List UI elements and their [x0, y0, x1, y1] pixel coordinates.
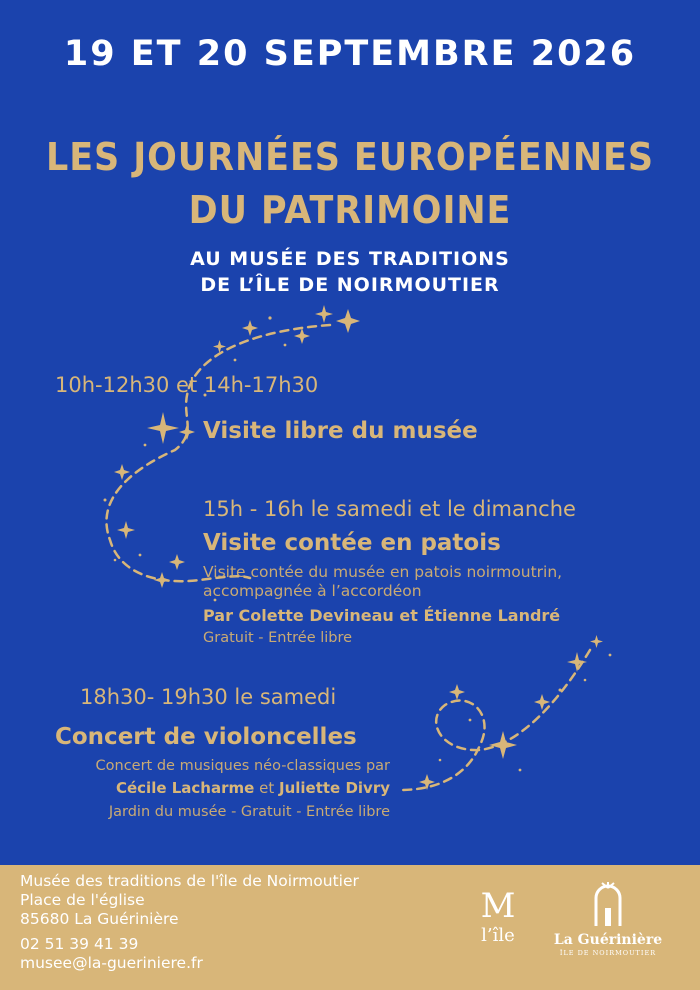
event3-info: Jardin du musée - Gratuit - Entrée libre [108, 804, 390, 820]
event2-desc-line2: accompagnée à l’accordéon [203, 582, 422, 600]
event3-performers [45, 779, 390, 797]
event1-time: 10h-12h30 et 14h-17h30 [55, 373, 319, 397]
event3-title: Concert de violoncelles [55, 724, 357, 750]
footer-contact [20, 935, 203, 973]
footer-address [20, 872, 359, 929]
event2-performers: Par Colette Devineau et Étienne Landré [203, 606, 561, 625]
museum-logo-text: l’île [481, 925, 515, 946]
poster-title-line2: DU PATRIMOINE [188, 188, 512, 232]
event3-desc: Concert de musiques néo-classiques par [95, 758, 390, 774]
address-line3: 85680 La Guérinière [20, 910, 179, 928]
performer-conj: et [259, 779, 275, 797]
performer-cecile: Cécile Lacharme [115, 779, 255, 797]
event2-title: Visite contée en patois [203, 530, 501, 556]
museum-logo [468, 888, 528, 948]
event3-time: 18h30- 19h30 le samedi [80, 685, 337, 709]
la-gueriniere-name: La Guérinière [553, 932, 663, 948]
event2-info: Gratuit - Entrée libre [203, 630, 353, 646]
email-address: musee@la-gueriniere.fr [20, 954, 203, 972]
windmill-icon [588, 880, 628, 928]
la-gueriniere-sub: ÎLE DE NOIRMOUTIER [559, 949, 657, 957]
subtitle-line1: AU MUSÉE DES TRADITIONS [190, 248, 510, 270]
museum-logo-letter: M [480, 886, 516, 926]
performer-juliette: Juliette Divry [279, 779, 390, 797]
la-gueriniere-logo [548, 880, 668, 958]
poster-title-line1: LES JOURNÉES EUROPÉENNES [46, 135, 654, 179]
event-date: 19 ET 20 SEPTEMBRE 2026 [63, 34, 637, 74]
event2-time: 15h - 16h le samedi et le dimanche [203, 497, 576, 521]
event2-desc-line1: Visite contée du musée en patois noirmoutrin, [203, 563, 563, 581]
event1-title: Visite libre du musée [203, 418, 478, 444]
address-line2: Place de l'église [20, 891, 145, 909]
subtitle-line2: DE L’ÎLE DE NOIRMOUTIER [200, 274, 500, 296]
phone-number: 02 51 39 41 39 [20, 935, 139, 953]
address-line1: Musée des traditions de l'île de Noirmoutier [20, 872, 359, 890]
